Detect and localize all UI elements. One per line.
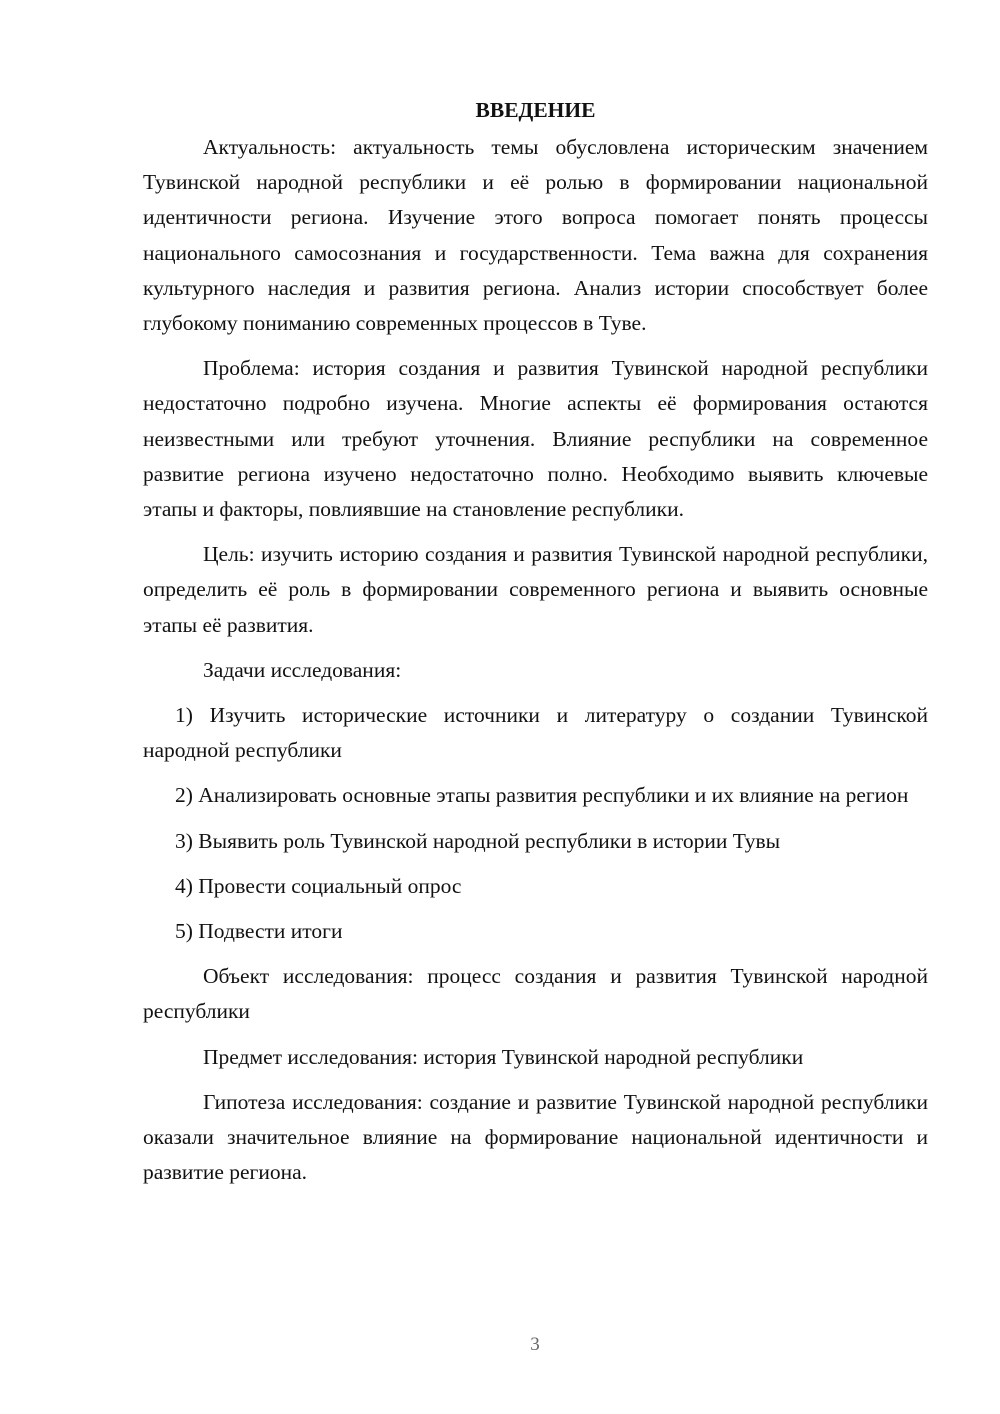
problem-paragraph: Проблема: история создания и развития Тувинской народной республики недостаточно подробно изучена. Многие аспекты её формирования остаются неизвестными или требуют уточнения. Влияние республики на современное развитие региона изучено недостаточно полно. Необходимо выявить ключевые этапы и факторы, повлиявшие на становление республики. bbox=[143, 356, 928, 522]
task-item: 1) Изучить исторические источники и литературу о создании Тувинской народной республики bbox=[143, 703, 928, 763]
object-paragraph: Объект исследования: процесс создания и развития Тувинской народной республики bbox=[143, 964, 928, 1024]
goal-paragraph: Цель: изучить историю создания и развития Тувинской народной республики, определить её роль в формировании современного региона и выявить основные этапы её развития. bbox=[143, 542, 928, 637]
task-item: 5) Подвести итоги bbox=[175, 919, 343, 944]
tasks-list bbox=[143, 698, 928, 949]
tasks-heading: Задачи исследования: bbox=[203, 657, 402, 682]
page-number: 3 bbox=[530, 1334, 540, 1355]
hypothesis-paragraph: Гипотеза исследования: создание и развитие Тувинской народной республики оказали значительное влияние на формирование национальной идентичности и развитие региона. bbox=[143, 1089, 928, 1185]
subject-paragraph: Предмет исследования: история Тувинской народной республики bbox=[203, 1044, 804, 1069]
task-item: 4) Провести социальный опрос bbox=[175, 873, 462, 898]
document-page bbox=[143, 92, 928, 1200]
section-title: ВВЕДЕНИЕ bbox=[475, 98, 596, 122]
task-item: 3) Выявить роль Тувинской народной республики в истории Тувы bbox=[175, 828, 781, 853]
task-item: 2) Анализировать основные этапы развития республики и их влияние на регион bbox=[175, 783, 909, 808]
relevance-paragraph: Актуальность: актуальность темы обусловлена историческим значением Тувинской народной республики и её ролью в формировании национальной идентичности региона. Изучение этого вопроса помогает понять процессы национального самосознания и государственности. Тема важна для сохранения культурного наследия и развития региона. Анализ истории способствует более глубокому пониманию современных процессов в Туве. bbox=[143, 135, 928, 336]
